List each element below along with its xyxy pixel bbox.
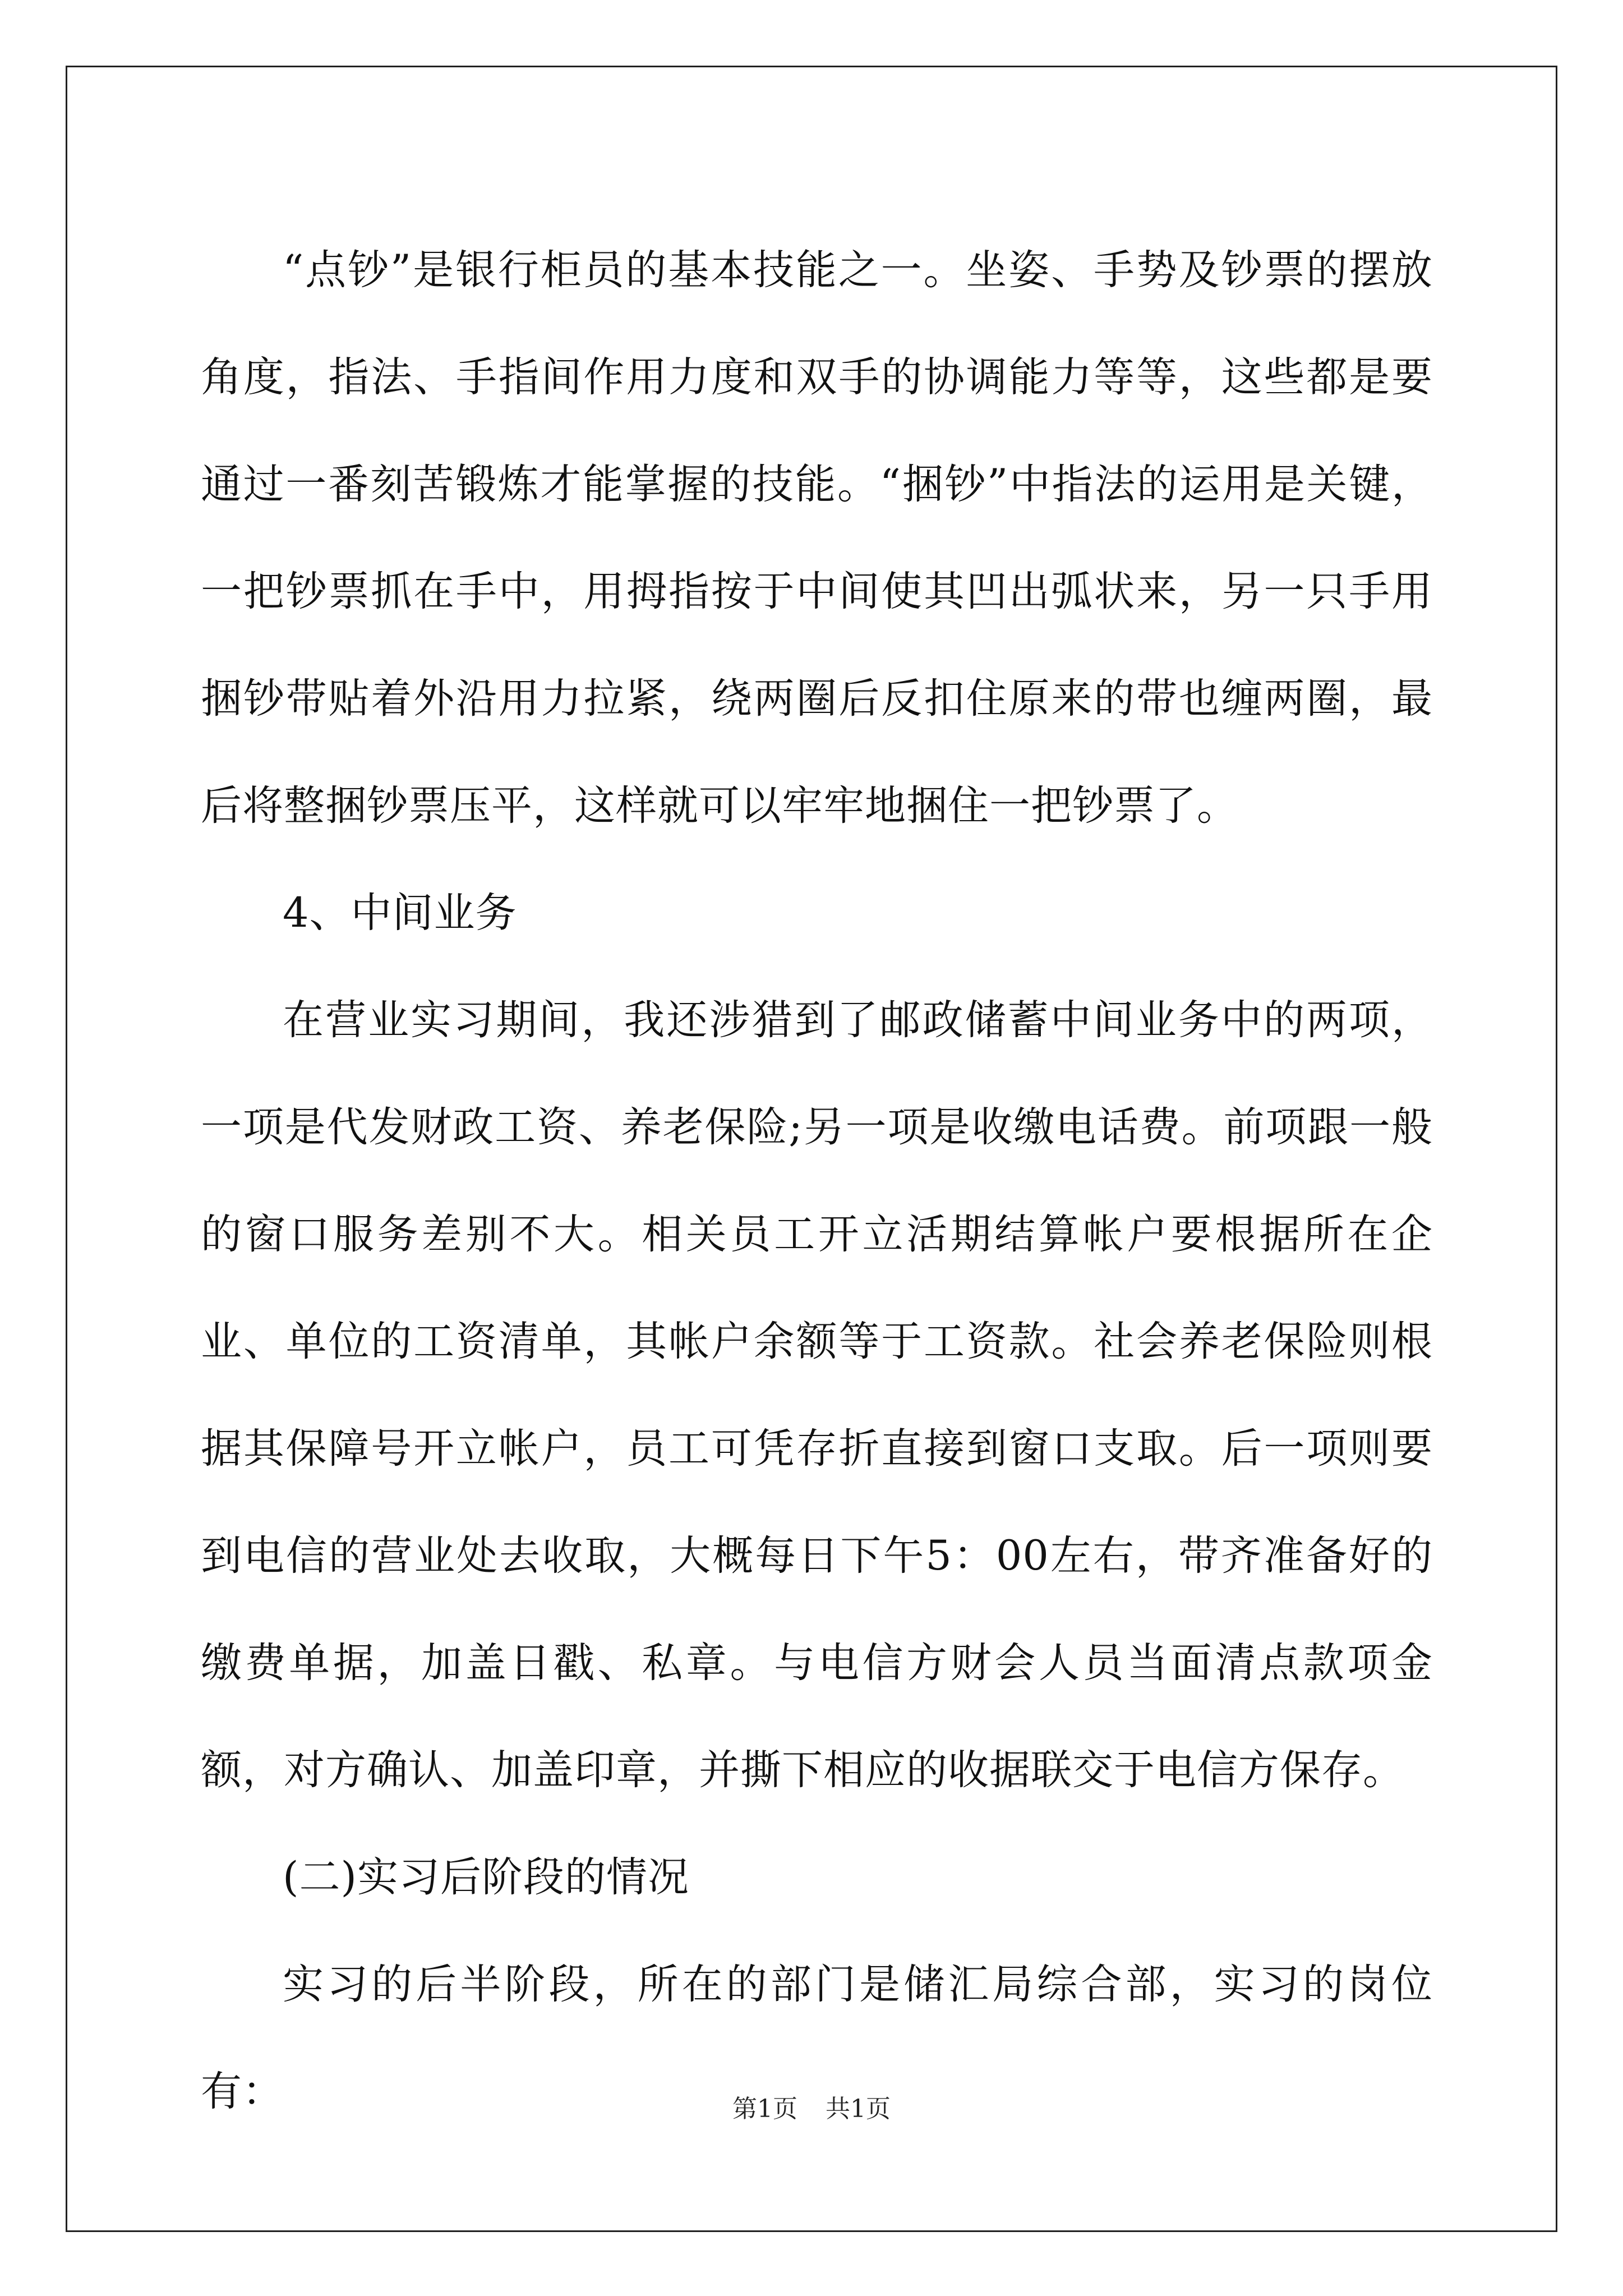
- paragraph-later-stage: 实习的后半阶段，所在的部门是储汇局综合部，实习的岗位有：: [201, 1961, 1433, 2115]
- document-body: [201, 217, 1433, 2145]
- paragraph-cash-counting: “点钞”是银行柜员的基本技能之一。坐姿、手势及钞票的摆放角度，指法、手指间作用力度和双手的协调能力等等，这些都是要通过一番刻苦锻炼才能掌握的技能。“捆钞”中指法的运用是关键，一把钞票抓在手中，用拇指按于中间使其凹出弧状来，另一只手用捆钞带贴着外沿用力拉紧，绕两圈后反扣住原来的带也缠两圈，最后将整捆钞票压平，这样就可以牢牢地捆住一把钞票了。: [201, 246, 1433, 830]
- page-number: 第1页: [732, 2095, 797, 2123]
- page-total: 共1页: [826, 2095, 891, 2123]
- page-footer: [0, 2092, 1623, 2126]
- paragraph-intermediary-business: 在营业实习期间，我还涉猎到了邮政储蓄中间业务中的两项，一项是代发财政工资、养老保险;另一项是收缴电话费。前项跟一般的窗口服务差别不大。相关员工开立活期结算帐户要根据所在企业、单位的工资清单，其帐户余额等于工资款。社会养老保险则根据其保障号开立帐户，员工可凭存折直接到窗口支取。后一项则要到电信的营业处去收取，大概每日下午5：00左右，带齐准备好的缴费单据，加盖日戳、私章。与电信方财会人员当面清点款项金额，对方确认、加盖印章，并撕下相应的收据联交于电信方保存。: [201, 996, 1433, 1794]
- section-heading-intermediary-business: 4、中间业务: [283, 889, 517, 937]
- section-heading-later-stage: (二)实习后阶段的情况: [283, 1853, 689, 1901]
